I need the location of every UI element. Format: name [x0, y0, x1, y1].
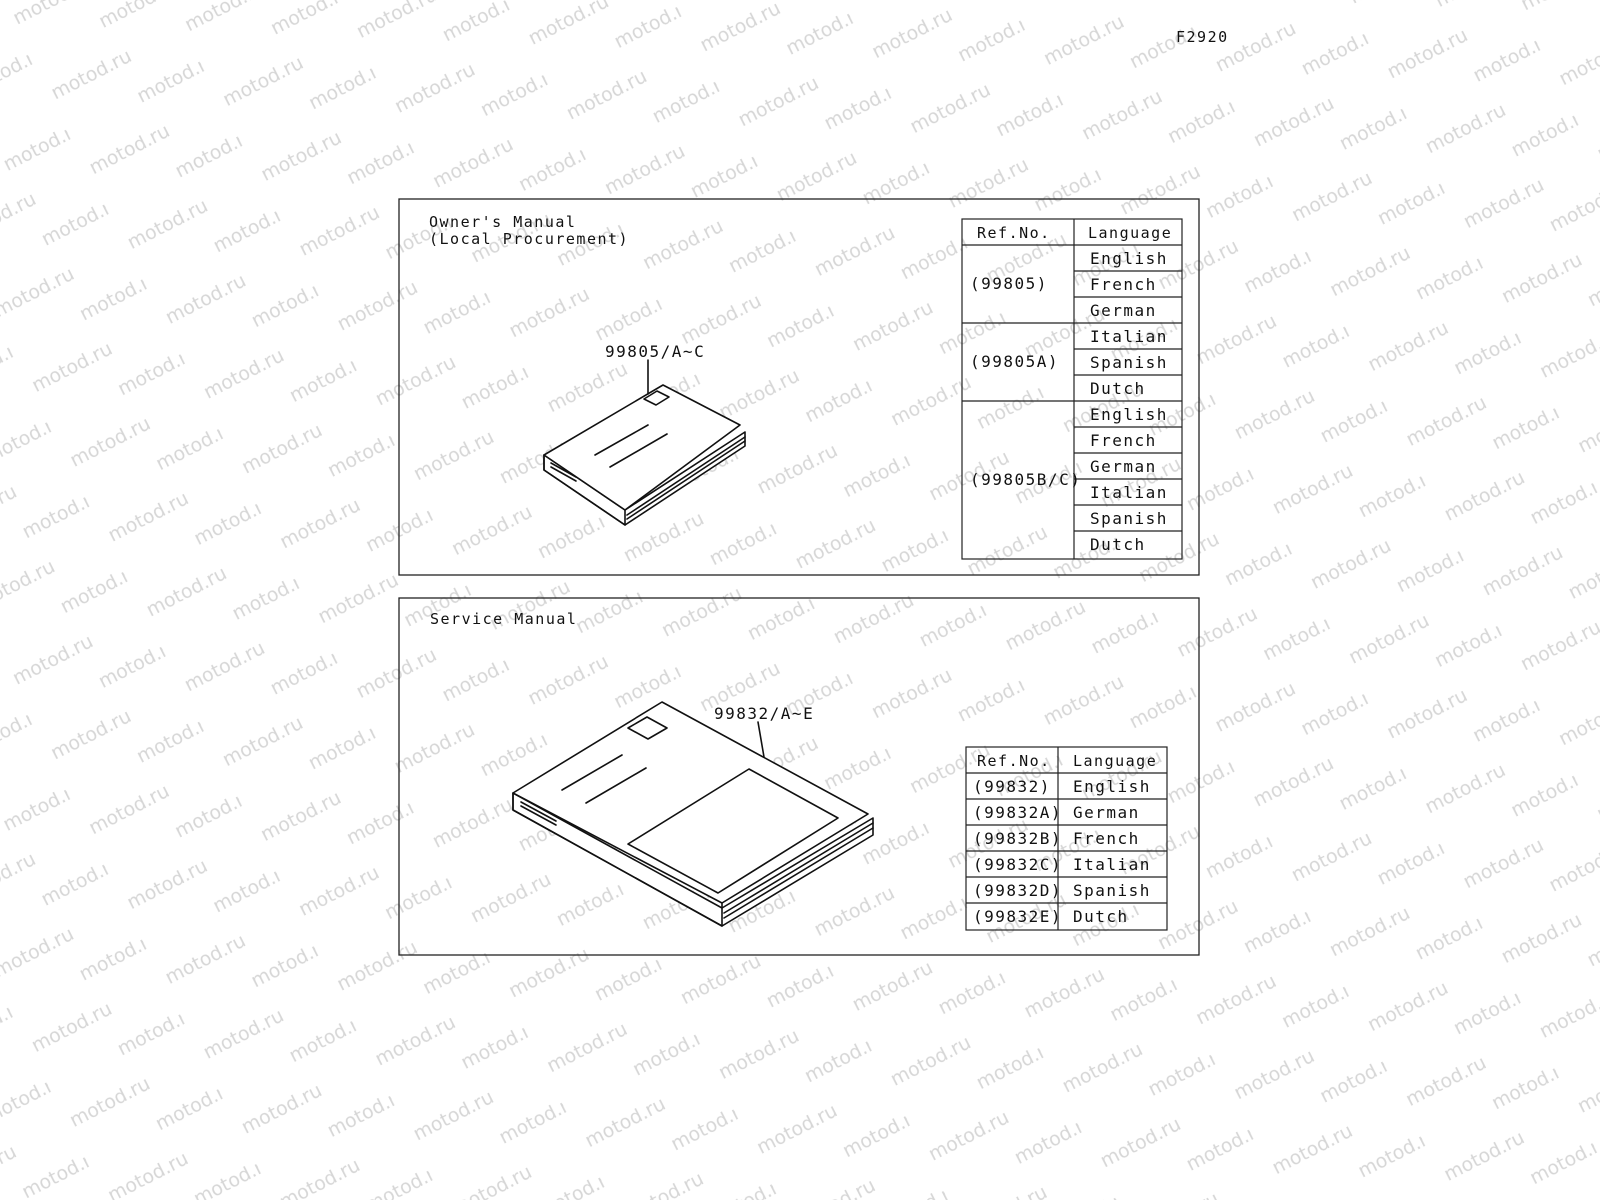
book-cover [544, 385, 740, 510]
table-language-cell: Dutch [1090, 535, 1146, 554]
owners-manual-book-illustration [544, 360, 745, 525]
table-ref-cell: (99832D) [973, 881, 1063, 900]
table-ref-cell: (99832C) [973, 855, 1063, 874]
table-language-cell: Dutch [1073, 907, 1129, 926]
owners-manual-table [962, 219, 1182, 559]
owners-manual-title: Owner's Manual [429, 213, 577, 231]
table-language-cell: French [1090, 275, 1157, 294]
table-language-cell: French [1090, 431, 1157, 450]
table-language-cell: German [1073, 803, 1140, 822]
table-frame [962, 219, 1182, 559]
service-manual-table [966, 747, 1167, 930]
table-language-cell: Spanish [1090, 353, 1168, 372]
figure-id: F2920 [1176, 28, 1229, 46]
service-manual-callout: 99832/A~E [714, 704, 815, 723]
table-header-ref: Ref.No. [977, 224, 1051, 242]
owners-manual-callout: 99805/A~C [605, 342, 706, 361]
table-language-cell: Dutch [1090, 379, 1146, 398]
table-language-cell: English [1090, 249, 1168, 268]
table-ref-cell: (99832) [973, 777, 1051, 796]
table-ref-cell: (99805B/C) [970, 470, 1082, 489]
table-ref-cell: (99832A) [973, 803, 1063, 822]
book-cover [513, 702, 868, 903]
table-header-language: Language [1088, 224, 1173, 242]
table-header-language: Language [1073, 752, 1158, 770]
owners-manual-subtitle: (Local Procurement) [429, 230, 630, 248]
table-language-cell: Spanish [1073, 881, 1151, 900]
table-language-cell: Italian [1073, 855, 1151, 874]
callout-leader [758, 722, 764, 757]
table-language-cell: Italian [1090, 483, 1168, 502]
table-language-cell: English [1073, 777, 1151, 796]
table-ref-cell: (99832B) [973, 829, 1063, 848]
table-header-ref: Ref.No. [977, 752, 1051, 770]
table-ref-cell: (99805) [970, 274, 1048, 293]
table-language-cell: Italian [1090, 327, 1168, 346]
table-language-cell: French [1073, 829, 1140, 848]
table-language-cell: Spanish [1090, 509, 1168, 528]
table-ref-cell: (99805A) [970, 352, 1060, 371]
service-manual-book-illustration [513, 702, 873, 926]
owners-manual-frame [399, 199, 1199, 575]
table-language-cell: German [1090, 457, 1157, 476]
table-language-cell: English [1090, 405, 1168, 424]
service-manual-title: Service Manual [430, 610, 578, 628]
table-language-cell: German [1090, 301, 1157, 320]
service-manual-panel [399, 598, 1199, 955]
table-ref-cell: (99832E) [973, 907, 1063, 926]
owners-manual-panel [399, 199, 1199, 575]
